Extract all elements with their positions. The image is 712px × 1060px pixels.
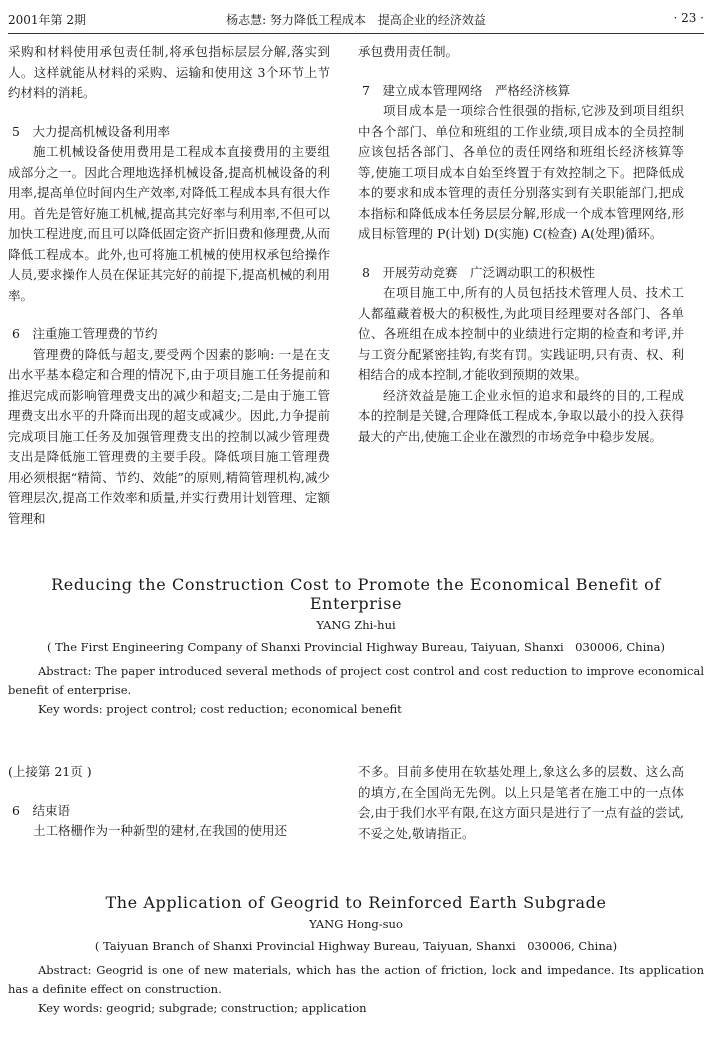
section-heading: 5 大力提高机械设备利用率: [12, 123, 170, 139]
abstract-text: The paper introduced several methods of project cost control and cost reduction to improve economical benefit of enterprise.: [8, 664, 704, 697]
paragraph: 承包费用责任制。: [358, 44, 459, 59]
abstract-body: [8, 961, 704, 999]
keywords-label: Key words:: [38, 702, 103, 716]
abstract-affiliation: ( Taiyuan Branch of Shanxi Provincial Highway Bureau, Taiyuan, Shanxi 030006, China): [94, 939, 618, 953]
paragraph: 不多。目前多使用在软基处理上,象这么多的层数、这么高的填方,在全国尚无先例。以上只是笔者在施工中的一点体会,由于我们水平有限,在这方面只是进行了一点有益的尝试,不妥之处,敬请指正。: [358, 764, 684, 841]
issue-label: 2001年第 2期: [8, 13, 86, 27]
paragraph: 经济效益是施工企业永恒的追求和最终的目的,工程成本的控制是关键,合理降低工程成本,争取以最小的投入获得最大的产出,使施工企业在激烈的市场竞争中稳步发展。: [358, 387, 684, 444]
abstract-title: Reducing the Construction Cost to Promote the Economical Benefit of Enterprise: [51, 575, 661, 613]
paragraph: 采购和材料使用承包责任制,将承包指标层层分解,落实到人。这样就能从材料的采购、运输和使用这 3个环节上节约材料的消耗。: [8, 44, 330, 100]
abstract-text: Geogrid is one of new materials, which has the action of friction, lock and impedance. Its application has a definite effect on construction.: [8, 963, 704, 996]
keywords-text: geogrid; subgrade; construction; application: [102, 1001, 367, 1015]
section-heading: 6 注重施工管理费的节约: [12, 326, 158, 341]
english-abstract-1: [8, 575, 704, 719]
paragraph: 项目成本是一项综合性很强的指标,它涉及到项目组织中各个部门、单位和班组的工作业绩,项目成本的全员控制应该包括各部门、各单位的责任网络和班组长经济核算等等,使施工项目成本自始至终置于有效控制之下。把降低成本的要求和成本管理的责任分别落实到有关职能部门,把成本指标和降低成本任务层层分解,形成一个成本管理网络,形成目标管理的 P(计划) D(实施) C(检查) A(处理)循环。: [358, 103, 684, 241]
abstract-affiliation: ( The First Engineering Company of Shanxi Provincial Highway Bureau, Taiyuan, Shanxi 030006, China): [46, 640, 666, 654]
continued-note: (上接第 21页 ): [8, 764, 92, 779]
keywords-label: Key words:: [38, 1001, 103, 1015]
section-heading: 7 建立成本管理网络 严格经济核算: [362, 82, 570, 98]
section-heading: 6 结束语: [12, 802, 70, 818]
section-heading: 8 开展劳动竞赛 广泛调动职工的积极性: [362, 264, 595, 280]
keywords: [8, 999, 704, 1018]
abstract-body: [8, 662, 704, 700]
paragraph: 管理费的降低与超支,要受两个因素的影响: 一是在支出水平基本稳定和合理的情况下,由于项目施工任务提前和推迟完成而影响管理费支出的减少和超支;二是由于施工管理费支出水平的升降而出现的超支或减少。因此,力争提前完成项目施工任务及加强管理费支出的控制以减少管理费支出是降低施工管理费的主要手段。降低项目施工管理费用必须根据“精简、节约、效能”的原则,精简管理机构,减少管理层次,提高工作效率和质量,并实行费用计划管理、定额管理和: [8, 346, 330, 526]
abstract-author: YANG Zhi-hui: [316, 618, 396, 632]
keywords-text: project control; cost reduction; economical benefit: [102, 702, 402, 716]
page-number: · 23 ·: [673, 11, 704, 25]
paragraph: 在项目施工中,所有的人员包括技术管理人员、技术工人都蕴藏着极大的积极性,为此项目经理要对各部门、各单位、各班组在成本控制中的业绩进行定期的检查和考评,并与工资分配紧密挂钩,有奖有罚。实践证明,只有责、权、利相结合的成本控制,才能收到预期的效果。: [358, 285, 684, 382]
paragraph: 施工机械设备使用费用是工程成本直接费用的主要组成部分之一。因此合理地选择机械设备,提高机械设备的利用率,提高单位时间内生产效率,对降低工程成本具有很大作用。首先是管好施工机械,提高其完好率与利用率,不但可以加快工程进度,而且可以降低固定资产折旧费和修理费,从而降低工程成本。此外,也可将施工机械的使用权承包给操作人员,要求操作人员在保证其完好的前提下,提高机械的利用率。: [8, 144, 330, 303]
article2-left-column: [8, 762, 330, 842]
abstract-label: Abstract:: [38, 664, 92, 678]
header-rule: [8, 33, 704, 34]
abstract-author: YANG Hong-suo: [309, 917, 403, 931]
english-abstract-2: [8, 893, 704, 1018]
abstract-title: The Application of Geogrid to Reinforced Earth Subgrade: [105, 893, 607, 912]
paragraph: 土工格栅作为一种新型的建材,在我国的使用还: [33, 823, 287, 838]
keywords: [8, 700, 704, 719]
running-header: [8, 11, 704, 33]
article1-left-column: [8, 42, 330, 529]
article1-right-column: [358, 42, 684, 447]
abstract-label: Abstract:: [38, 963, 92, 977]
running-title: 杨志慧: 努力降低工程成本 提高企业的经济效益: [226, 13, 486, 27]
article2-right-column: [358, 762, 684, 844]
